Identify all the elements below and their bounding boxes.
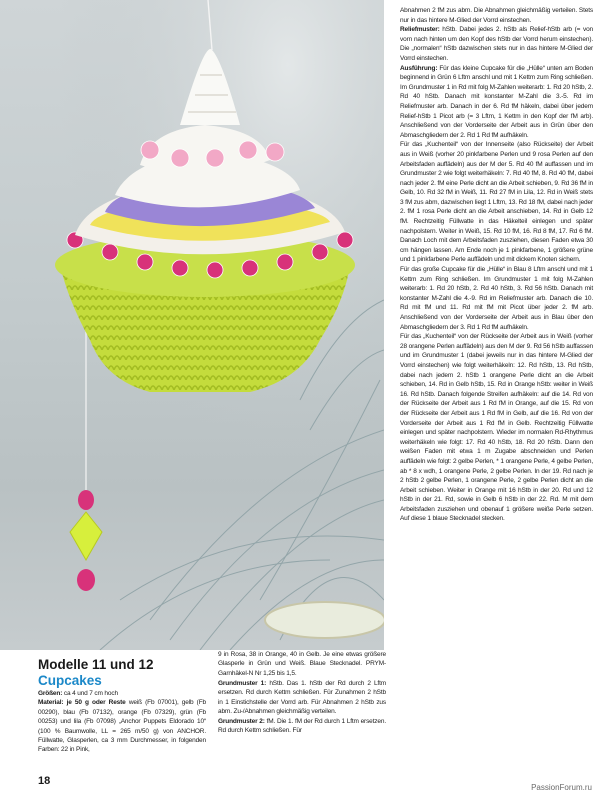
pattern-column	[218, 679, 386, 735]
paragraph	[400, 64, 593, 141]
text: ca 4 und 7 cm hoch	[62, 690, 118, 697]
materials-column	[38, 689, 206, 755]
title-block	[38, 657, 200, 689]
label: Ausführung:	[400, 64, 438, 72]
label: Grundmuster 2:	[218, 717, 265, 725]
paragraph: Abnahmen 2 fM zus abm. Die Abnahmen gleichmäßig verteilen. Stets nur in das hintere M-Glied der Vorrd einstechen.	[400, 7, 593, 24]
label: Material: je 50 g oder Reste	[38, 699, 126, 707]
paragraph	[218, 717, 386, 736]
label: Reliefmuster:	[400, 26, 440, 34]
page-title: Modelle 11 und 12	[38, 657, 154, 672]
text: weiß (Fb 07001), gelb (Fb 00290), blau (Fb 07132), orange (Fb 07329), grün (Fb 00253) und lila (Fb 07098) „Anchor Puppets Eldorado 10“ (100 % Baumwolle, LL = 265 m/50 g) von ANCHOR. Füllwatte, Glasperlen, ca 3 mm Durchmesser, in folgenden Farben: 22 in Pink,	[38, 699, 206, 754]
text: hStb. Dabei jedes 2. hStb als Relief-hStb arb (= von vorn nach hinten um den Kopf des hStb der Vorrd herum einstechen). Die „normalen“ hStb dazwischen stets nur in das hintere M-Glied der Vorrd einstechen.	[400, 26, 593, 62]
paragraph	[38, 698, 206, 754]
paragraph	[218, 679, 386, 717]
paragraph	[400, 25, 593, 63]
instructions-right-column	[400, 6, 593, 524]
label: Größen:	[38, 690, 63, 697]
text: fM. Die 1. fM der Rd durch 1 Lftm ersetzen. Rd durch Kettm schließen. Für	[218, 717, 386, 735]
text: Für das kleine Cupcake für die „Hülle“ unten am Boden beginnend in Grün 6 Lftm anschl und mit 1 Kettm zum Ring schließen. Im Grundmuster 1 in Rd mit folg M-Zahlen weiterarb: 1. Rd 20 hStb, 2. Rd 40 hStb. Danach mit konstanter M-Zahl die 3.-5. Rd im Reliefmuster arb. Danach in der 6. Rd fM häkeln, dabei über jedem Relief-hStb 1 Picot arb (= 3 Lftm, 1 Kettm in den Kopf der fM arb). Anschließend von der Vorderseite der Arbeit aus in Grün über den Abmaschgliedern der 2. Rd 1 Rd fM aufhäkeln.	[400, 64, 593, 139]
paragraph: Für das „Kuchenteil“ von der Innenseite (also Rückseite) der Arbeit aus in Weiß (vorher 20 pinkfarbene Perlen und 9 rosa Perlen auf den Arbeitsfaden auffädeln) aus der M der 5. Rd 40 fM auffassen und im Grundmuster 2 wie folgt weiterhäkeln: 7. Rd 40 fM, 8. Rd 40 fM, dabei nach jeder 2. fM eine Perle dicht an die Arbeit schieben, 9. Rd 36 fM in Gelb, 10. Rd 32 fM in Weiß, 11. Rd 27 fM in Lila, 12. Rd in Weiß stets 3 fM zus abm, dazwischen liegt 1 Lftm, 13. Rd 18 fM, dabei nach jeder 2. fM 1 rosa Perle dicht an die Arbeit anschieben, 14. Rd in Gelb 12 fM. Rechtzeitig Füllwatte in das Häkelteil einlegen und später nachpolstern. Weiter in Weiß, 15. Rd 10 fM, 16. Rd 8 fM, 17. Rd 6 fM. Danach Loch mit dem Arbeitsfaden zusziehen, diesen Faden etwa 30 cm hängen lassen. Am Ende noch je 1 pinkfarbene, 1 größere grüne und 1 pinkfarbene Perle auffädeln und mit dickem Knoten sichern.	[400, 141, 593, 264]
paragraph	[38, 689, 206, 698]
page-number: 18	[38, 775, 51, 787]
watermark: PassionForum.ru	[531, 783, 592, 792]
text: hStb. Das 1. hStb der Rd durch 2 Lftm ersetzen. Rd durch Kettm schließen. Für Zunahmen 2 hStb in 1 Einstichstelle der Vorrd arb. Für Abnahmen 2 hStb zus abm. Zu-/Abnahmen gleichmäßig verteilen.	[218, 680, 386, 716]
label: Grundmuster 1:	[218, 680, 267, 687]
page-subtitle: Cupcakes	[38, 673, 102, 688]
materials-continued: 9 in Rosa, 38 in Orange, 40 in Gelb. Je eine etwas größere Glasperle in Grün und Weiß. Blaue Stecknadel. PRYM-Garnhäkel-N Nr 1,25 bis 1,5.	[218, 651, 386, 677]
paragraph: Für das große Cupcake für die „Hülle“ in Blau 8 Lftm anschl und mit 1 Kettm zum Ring schließen. Im Grundmuster 1 mit folg M-Zahlen weiterarb: 1. Rd 20 hStb, 2. Rd 40 hStb, 3. Rd 56 hStb. Danach mit konstanter M-Zahl die 4.-9. Rd im Reliefmuster arb. Danach die 10. Rd mit fM und 11. Rd mit fM mit Picot über jeder 2. fM arb. Anschließend von der Vorderseite der Arbeit aus in Blau über den Abmaschgliedern der 3. Rd 1 Rd fM aufhäkeln.	[400, 266, 593, 331]
paragraph: Für das „Kuchenteil“ von der Rückseite der Arbeit aus in Weiß (vorher 28 orangene Perlen auffädeln) aus den M der 9. Rd 56 hStb auffassen und im Grundmuster 1 (dabei jeweils nur in das hintere M-Glied der Vorrd einstechen) wie folgt weiterhäkeln: 12. Rd hStb, 13. Rd hStb, dabei nach jedem 2. hStb 1 orangene Perle dicht an die Arbeit schieben, 14. Rd in Gelb hStb, 15. Rd in Orange hStb: weiter in Weiß 16. Rd hStb. Danach folgende Streifen aufhäkeln: auf die 14. Rd von der Rückseite der Arbeit aus 1 Rd fM in Orange, auf die 15. Rd von der Rückseite der Arbeit aus 1 Rd fM in Gelb, auf die 16. Rd von der Vorderseite der Arbeit aus 1 Rd fM in Gelb. Rechtzeitig Füllwatte einlegen und später nachpolstern. Wieder im normalen Rd-Rhythmus weiterhäkeln wie folgt: 17. Rd 40 hStb, 18. Rd 20 hStb. Dann den weißen Faden mit etwa 1 m Zugabe abschneiden und Perlen auffädeln wie folgt: 2 gelbe Perlen, * 1 orangene Perle, 4 gelbe Perlen, ab * 8 x wdh, 1 orangene Perle, 2 gelbe Perlen. In der 19. Rd nach je 2 hStb 2 gelbe Perlen, 1 orangene Perle, 2 gelbe Perlen dicht an die Arbeit schieben. Weiter in Orange mit 16 hStb in der 20. Rd und 12 hStb in der 21. Rd, sowie in Gelb 6 hStb in der 22. Rd. M mit dem Arbeitsfaden zusziehen und obenauf 1 größere weiße Perle setzen. Auf diese 1 blaue Stecknadel stecken.	[400, 333, 593, 523]
